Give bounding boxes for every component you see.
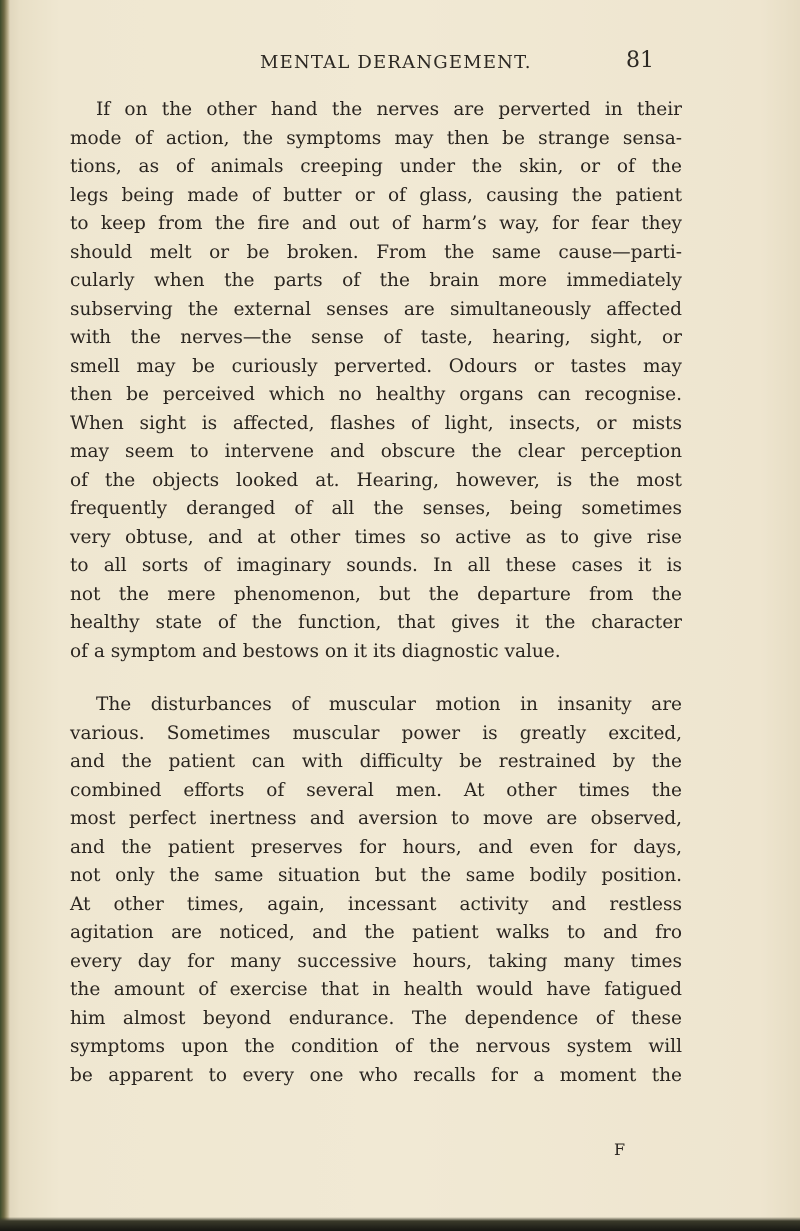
- paragraph-2: [70, 691, 682, 1090]
- page-number: 81: [626, 48, 654, 73]
- page-bottom-edge: [0, 1217, 800, 1231]
- text-line: and the patient can with difficulty be restrained by the: [70, 751, 682, 772]
- text-line: agitation are noticed, and the patient walks to and fro: [70, 922, 682, 943]
- text-line: and the patient preserves for hours, and even for days,: [70, 836, 682, 858]
- text-line: not only the same situation but the same bodily position.: [70, 865, 682, 886]
- text-line: symptoms upon the condition of the nervous system will: [70, 1036, 682, 1057]
- text-line: mode of action, the symptoms may then be strange sensa-: [70, 127, 682, 149]
- paragraph-gap: [70, 666, 682, 691]
- text-line: may seem to intervene and obscure the clear perception: [70, 441, 682, 462]
- text-line: should melt or be broken. From the same cause—parti-: [70, 241, 682, 263]
- running-head: MENTAL DERANGEMENT.: [260, 52, 532, 73]
- paragraph-1: [70, 96, 682, 666]
- text-line: If on the other hand the nerves are perverted in their: [96, 99, 682, 120]
- text-line: legs being made of butter or of glass, causing the patient: [70, 184, 682, 206]
- signature-mark: F: [614, 1140, 627, 1159]
- text-line: to keep from the fire and out of harm’s way, for fear they: [70, 213, 682, 234]
- text-line: every day for many successive hours, taking many times: [70, 950, 682, 972]
- text-line: most perfect inertness and aversion to move are observed,: [70, 808, 682, 829]
- text-line: combined efforts of several men. At other times the: [70, 779, 682, 801]
- text-line: subserving the external senses are simultaneously affected: [70, 298, 682, 320]
- text-line: tions, as of animals creeping under the skin, or of the: [70, 156, 682, 177]
- page-gutter: [0, 0, 10, 1231]
- text-line: frequently deranged of all the senses, being sometimes: [70, 498, 682, 519]
- text-line: with the nerves—the sense of taste, hearing, sight, or: [70, 327, 682, 348]
- text-line: cularly when the parts of the brain more immediately: [70, 270, 682, 291]
- text-line: various. Sometimes muscular power is greatly excited,: [70, 722, 682, 744]
- text-line: When sight is affected, flashes of light, insects, or mists: [70, 412, 682, 434]
- text-line: healthy state of the function, that gives it the character: [70, 612, 682, 633]
- text-line: not the mere phenomenon, but the departure from the: [70, 583, 682, 605]
- text-line: of a symptom and bestows on it its diagnostic value.: [70, 640, 561, 662]
- text-line: The disturbances of muscular motion in insanity are: [96, 694, 682, 715]
- text-line: very obtuse, and at other times so active as to give rise: [70, 526, 682, 548]
- text-line: him almost beyond endurance. The dependence of these: [70, 1007, 682, 1029]
- body-text: [70, 96, 682, 1090]
- text-line: the amount of exercise that in health would have fatigued: [70, 979, 682, 1000]
- text-line: then be perceived which no healthy organs can recognise.: [70, 384, 682, 405]
- text-line: to all sorts of imaginary sounds. In all these cases it is: [70, 555, 682, 576]
- text-line: be apparent to every one who recalls for a moment the: [70, 1064, 682, 1086]
- text-line: At other times, again, incessant activity and restless: [70, 893, 682, 915]
- text-line: smell may be curiously perverted. Odours or tastes may: [70, 355, 682, 377]
- text-line: of the objects looked at. Hearing, however, is the most: [70, 469, 682, 491]
